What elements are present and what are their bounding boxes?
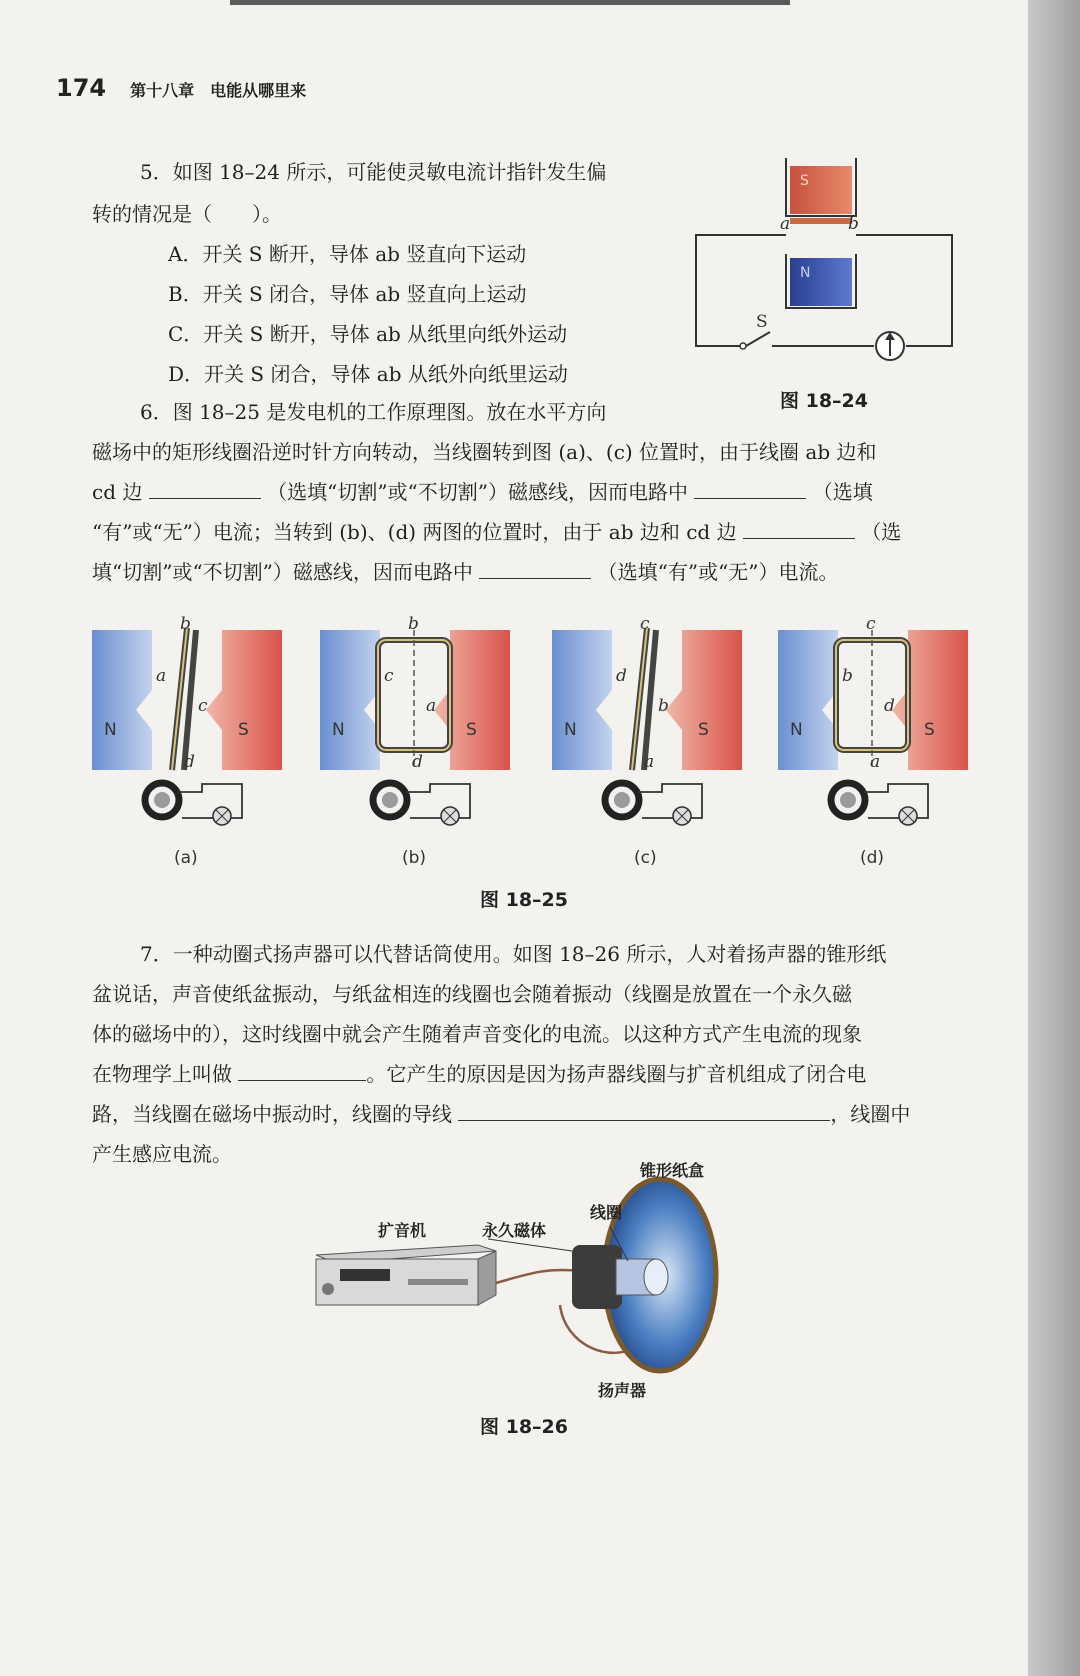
q6-line2: 磁场中的矩形线圈沿逆时针方向转动，当线圈转到图 (a)、(c) 位置时，由于线圈 ab 边和 xyxy=(92,440,877,464)
edge-label-mid2: d xyxy=(884,696,895,716)
q6-line5-part2: （选填“有”或“无”）电流。 xyxy=(597,560,839,584)
panel-sublabel: (b) xyxy=(402,848,427,868)
q5-option-b: B．开关 S 闭合，导体 ab 竖直向上运动 xyxy=(168,282,527,306)
q6-line3 xyxy=(92,478,873,506)
amplifier-icon xyxy=(316,1245,496,1305)
n-pole-label: N xyxy=(564,720,577,740)
s-pole xyxy=(666,630,742,770)
edge-label-mid2: c xyxy=(198,696,208,716)
s-pole-label: S xyxy=(698,720,709,740)
q7-line4 xyxy=(92,1060,866,1088)
edge-label-low: d xyxy=(184,752,195,772)
q7-line4-part1: 在物理学上叫做 xyxy=(92,1062,232,1086)
panel-sublabel: (d) xyxy=(860,848,885,868)
s-pole-label: S xyxy=(924,720,935,740)
circuit-wire xyxy=(178,784,242,818)
panel-sublabel: (a) xyxy=(174,848,198,868)
conductor-ab xyxy=(790,218,852,224)
answer-blank-2[interactable] xyxy=(694,478,806,499)
s-pole-label: S xyxy=(466,720,477,740)
n-pole-label: N xyxy=(104,720,117,740)
edge-label-top: c xyxy=(640,614,650,634)
top-edge xyxy=(230,0,790,5)
q6-line4 xyxy=(92,518,901,546)
panel-sublabel: (c) xyxy=(634,848,657,868)
n-pole-label: N xyxy=(332,720,345,740)
edge-label-mid2: b xyxy=(658,696,669,716)
q7-line1: 7．一种动圈式扬声器可以代替话筒使用。如图 18–26 所示，人对着扬声器的锥形纸 xyxy=(140,942,887,966)
q5-option-d: D．开关 S 闭合，导体 ab 从纸外向纸里运动 xyxy=(168,362,568,386)
circuit-wire-right xyxy=(856,235,952,346)
edge-label-low: a xyxy=(644,752,655,772)
page-number: 174 xyxy=(56,74,107,102)
n-pole-label: N xyxy=(790,720,803,740)
label-coil: 线圈 xyxy=(590,1203,623,1222)
answer-blank-4[interactable] xyxy=(479,558,591,579)
circuit-wire-left xyxy=(696,235,786,346)
circuit-wire xyxy=(864,784,928,818)
q6-line5 xyxy=(92,558,839,586)
fig24-caption: 图 18–24 xyxy=(780,390,868,412)
switch-s xyxy=(746,332,770,346)
cable xyxy=(496,1270,580,1283)
q6-line1: 6．图 18–25 是发电机的工作原理图。放在水平方向 xyxy=(140,400,607,424)
s-magnet xyxy=(786,158,856,216)
q7-line3: 体的磁场中的），这时线圈中就会产生随着声音变化的电流。以这种方式产生电流的现象 xyxy=(92,1022,862,1046)
fig24-switch-label: S xyxy=(756,312,768,332)
q7-line5-part2: ，线圈中 xyxy=(830,1102,911,1126)
label-magnet: 永久磁体 xyxy=(482,1221,547,1240)
generator-panel-2 xyxy=(552,620,742,840)
fig24-s-label: S xyxy=(800,173,809,189)
fig24-n-label: N xyxy=(800,265,811,281)
n-pole xyxy=(778,630,838,770)
figure-18-24-diagram xyxy=(690,158,960,358)
q6-line4-part1: “有”或“无”）电流；当转到 (b)、(d) 两图的位置时，由于 ab 边和 cd 边 xyxy=(92,520,737,544)
page-edge xyxy=(1028,0,1080,1676)
figure-18-26-diagram xyxy=(310,1175,730,1385)
edge-label-mid1: b xyxy=(842,666,853,686)
label-amplifier: 扩音机 xyxy=(378,1221,427,1240)
q5-option-c: C．开关 S 断开，导体 ab 从纸里向纸外运动 xyxy=(168,322,568,346)
q6-line3-part2: （选填“切割”或“不切割”）磁感线，因而电路中 xyxy=(267,480,688,504)
s-pole-label: S xyxy=(238,720,249,740)
fig24-b-label: b xyxy=(848,214,859,234)
answer-blank-3[interactable] xyxy=(743,518,855,539)
q5-line1: 5．如图 18–24 所示，可能使灵敏电流计指针发生偏 xyxy=(140,160,607,184)
label-cone: 锥形纸盒 xyxy=(640,1161,705,1180)
generator-panel-1 xyxy=(320,620,510,840)
q7-line4-part2: 。它产生的原因是因为扬声器线圈与扩音机组成了闭合电 xyxy=(366,1062,867,1086)
galvanometer-icon xyxy=(876,332,904,360)
answer-blank-1[interactable] xyxy=(149,478,261,499)
answer-blank-5[interactable] xyxy=(238,1060,366,1081)
edge-label-low: a xyxy=(870,752,881,772)
circuit-wire xyxy=(638,784,702,818)
label-speaker: 扬声器 xyxy=(598,1381,647,1400)
page-header xyxy=(56,74,306,110)
q6-line3-part3: （选填 xyxy=(812,480,873,504)
edge-label-mid1: c xyxy=(384,666,394,686)
n-pole xyxy=(320,630,380,770)
fig25-caption: 图 18–25 xyxy=(480,889,568,911)
n-pole xyxy=(92,630,152,770)
q5-line2: 转的情况是（ ）。 xyxy=(92,202,282,226)
edge-label-low: d xyxy=(412,752,423,772)
circuit-wire xyxy=(406,784,470,818)
n-pole xyxy=(552,630,612,770)
edge-label-mid2: a xyxy=(426,696,437,716)
fig26-caption: 图 18–26 xyxy=(480,1416,568,1438)
chapter-title: 第十八章 电能从哪里来 xyxy=(130,81,307,100)
edge-label-mid1: a xyxy=(156,666,167,686)
q6-line4-part2: （选 xyxy=(861,520,902,544)
s-pole xyxy=(206,630,282,770)
edge-label-mid1: d xyxy=(616,666,627,686)
generator-panel-3 xyxy=(778,620,968,840)
q7-line6: 产生感应电流。 xyxy=(92,1142,232,1166)
q6-line3-part1: cd 边 xyxy=(92,480,143,504)
edge-label-top: b xyxy=(180,614,191,634)
q7-line2: 盆说话，声音使纸盆振动，与纸盆相连的线圈也会随着振动（线圈是放置在一个永久磁 xyxy=(92,982,852,1006)
n-magnet xyxy=(786,254,856,308)
q7-line5 xyxy=(92,1100,910,1128)
q5-option-a: A．开关 S 断开，导体 ab 竖直向下运动 xyxy=(168,242,527,266)
q7-line5-part1: 路，当线圈在磁场中振动时，线圈的导线 xyxy=(92,1102,452,1126)
edge-label-top: b xyxy=(408,614,419,634)
answer-blank-6[interactable] xyxy=(458,1100,830,1121)
fig24-a-label: a xyxy=(780,214,791,234)
q6-line5-part1: 填“切割”或“不切割”）磁感线，因而电路中 xyxy=(92,560,473,584)
edge-label-top: c xyxy=(866,614,876,634)
generator-panel-0 xyxy=(92,620,282,840)
